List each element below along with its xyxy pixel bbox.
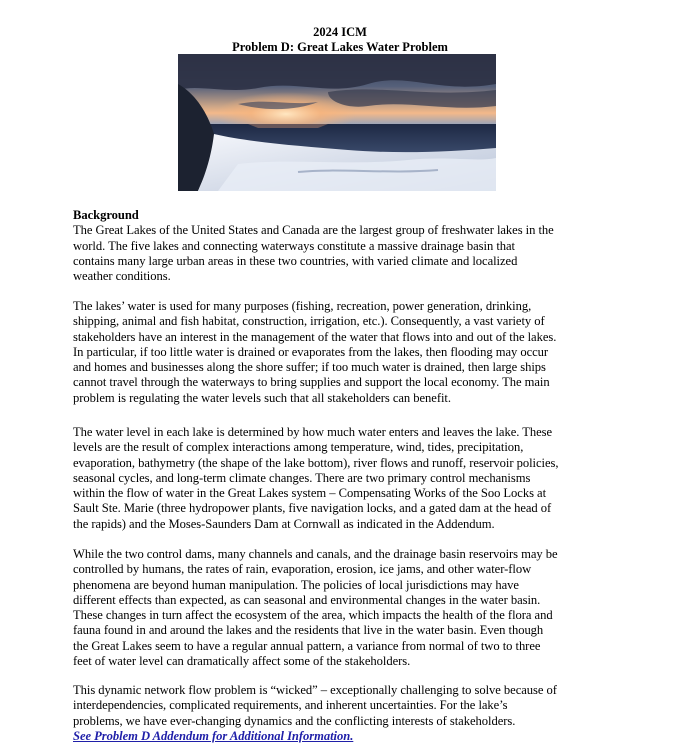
paragraph-3 xyxy=(73,425,613,532)
paragraph-line: the Great Lakes seem to have a regular annual pattern, a variance from normal of two to three xyxy=(73,638,541,653)
paragraph-line: problems, we have ever-changing dynamics and the conflicting interests of stakeholders. xyxy=(73,713,516,728)
paragraph-line: world. The five lakes and connecting waterways constitute a massive drainage basin that xyxy=(73,238,516,253)
paragraph-line: within the flow of water in the Great Lakes system – Compensating Works of the Soo Locks at xyxy=(73,486,547,501)
paragraph-line: evaporation, bathymetry (the shape of the lake bottom), river flows and runoff, reservoir policies, xyxy=(73,455,559,470)
paragraph-line: shipping, animal and fish habitat, construction, irrigation, etc.). Consequently, a vast variety of xyxy=(73,314,545,329)
document-title: 2024 ICM xyxy=(313,25,367,39)
paragraph-line: stakeholders have an interest in the management of the water that flows into and out of the lakes. xyxy=(73,329,557,344)
paragraph-line: levels are the result of complex interactions among temperature, wind, tides, precipitation, xyxy=(73,440,524,455)
paragraph-line: Sault Ste. Marie (three hydropower plants, five navigation locks, and a gated dam at the head of xyxy=(73,501,552,516)
paragraph-line: The Great Lakes of the United States and Canada are the largest group of freshwater lakes in the xyxy=(73,223,554,238)
paragraph-line: weather conditions. xyxy=(73,269,171,284)
paragraph-line: While the two control dams, many channels and canals, and the drainage basin reservoirs may be xyxy=(73,547,558,561)
paragraph-line: feet of water level can dramatically affect some of the stakeholders. xyxy=(73,654,411,669)
paragraph-line: problem is regulating the water levels such that all stakeholders can benefit. xyxy=(73,390,451,405)
paragraph-line: seasonal cycles, and long-term climate changes. There are two primary control mechanisms xyxy=(73,470,531,485)
paragraph-5 xyxy=(73,683,613,744)
paragraph-2 xyxy=(73,299,613,406)
paragraph-line: The water level in each lake is determined by how much water enters and leaves the lake. These xyxy=(73,425,553,439)
paragraph-line: controlled by humans, the rates of rain, evaporation, erosion, ice jams, and other water-flow xyxy=(73,562,532,577)
paragraph-line: This dynamic network flow problem is “wicked” – exceptionally challenging to solve because of xyxy=(73,683,557,697)
paragraph-line: In particular, if too little water is drained or evaporates from the lakes, then flooding may occur xyxy=(73,344,549,359)
paragraph-line: The lakes’ water is used for many purposes (fishing, recreation, power generation, drinking, xyxy=(73,299,532,313)
paragraph-line: These changes in turn affect the ecosystem of the area, which impacts the health of the flora and xyxy=(73,608,553,623)
paragraph-line: the rapids) and the Moses-Saunders Dam at Cornwall as indicated in the Addendum. xyxy=(73,516,495,531)
paragraph-line: and homes and businesses along the shore suffer; if too much water is drained, then large ships xyxy=(73,360,546,375)
paragraph-4 xyxy=(73,547,613,669)
paragraph-line: phenomena are beyond human manipulation. The policies of local jurisdictions may have xyxy=(73,577,519,592)
paragraph-1 xyxy=(73,223,613,284)
addendum-link[interactable]: See Problem D Addendum for Additional Information. xyxy=(73,728,354,743)
paragraph-line: cannot travel through the waterways to bring supplies and support the local economy. The main xyxy=(73,375,550,390)
background-section xyxy=(73,208,613,284)
paragraph-line: interdependencies, complicated requirements, and inherent uncertainties. For the lake’s xyxy=(73,698,508,713)
paragraph-line: different effects than expected, as can seasonal and environmental changes in the water basin. xyxy=(73,592,541,607)
paragraph-line: contains many large urban areas in these two countries, with varied climate and localized xyxy=(73,253,518,268)
paragraph-line: fauna found in and around the lakes and the residents that live in the water basin. Even though xyxy=(73,623,544,638)
problem-title: Problem D: Great Lakes Water Problem xyxy=(232,40,448,54)
background-heading: Background xyxy=(73,208,139,222)
lake-photo xyxy=(178,54,496,191)
